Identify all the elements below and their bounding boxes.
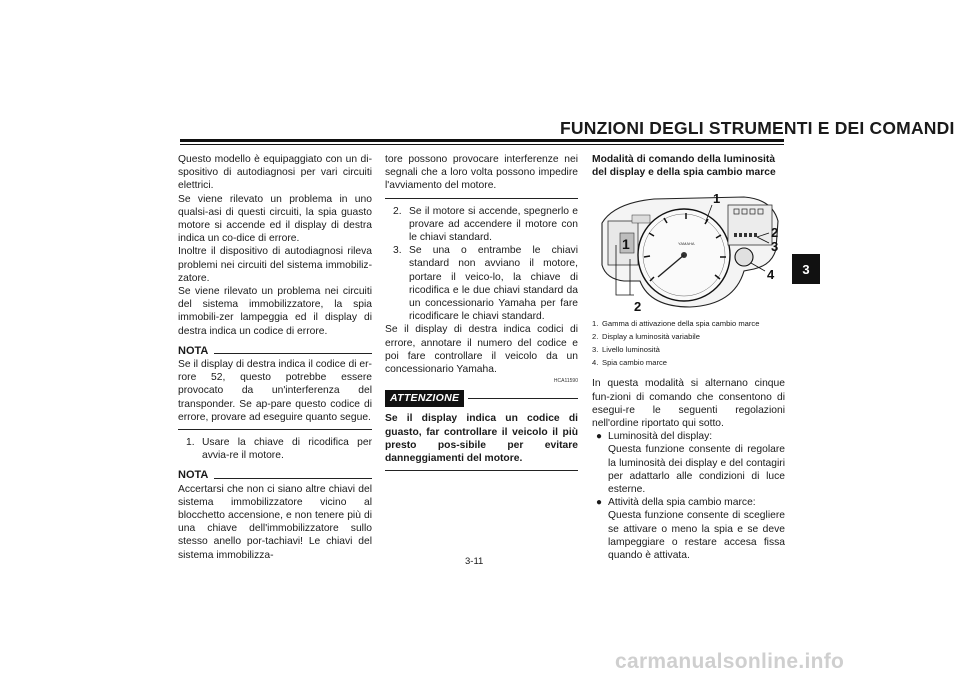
legend-item [592, 332, 785, 342]
paragraph: Se viene rilevato un problema in uno qualsi-asi di questi circuiti, la spia guasto motore si accende ed il display di destra indica un co-dice di errore. [178, 193, 372, 245]
caution-text: Se il display indica un codice di guasto, far controllare il veicolo il più presto pos-sibile per evitare danneggiamenti del motore. [385, 413, 578, 465]
bullet-item [596, 496, 785, 562]
paragraph: Se il display di destra indica codici di errore, annotare il numero del codice e poi fare controllare il veicolo da un concessionario Yamaha. [385, 324, 578, 376]
divider [385, 470, 578, 471]
page-title: FUNZIONI DEGLI STRUMENTI E DEI COMANDI [560, 118, 955, 138]
header-rule-thin [180, 144, 784, 145]
paragraph: In questa modalità si alternano cinque fun-zioni di comando che consentono di esegui-re le seguenti regolazioni nell'ordine riportato qui sotto. [592, 378, 785, 430]
legend-number: 2. [592, 332, 599, 342]
legend-item [592, 345, 785, 355]
bullet-dot: ● [596, 497, 603, 509]
nota-heading [178, 345, 372, 358]
legend-item [592, 358, 785, 368]
chapter-tab: 3 [792, 254, 820, 284]
nota-text: Se il display di destra indica il codice di er-rore 52, questo potrebbe essere provocato da un'interferenza del transponder. Se ap-pare questo codice di errore, provare ad eseguire quanto segue. [178, 359, 372, 423]
left-column [178, 153, 372, 562]
caution-label: ATTENZIONE [385, 390, 464, 407]
legend-text: Livello luminosità [602, 345, 660, 355]
caution-rule [468, 398, 578, 399]
svg-text:1: 1 [622, 236, 630, 253]
callout-2: 2 [771, 225, 779, 241]
paragraph: Questo modello è equipaggiato con un di-spositivo di autodiagnosi per vari circuiti elettrici. [178, 154, 372, 192]
legend-text: Spia cambio marce [602, 358, 667, 368]
bullet-text: Questa funzione consente di scegliere se attivare o meno la spia e se deve lampeggiare o restare accesa fissa quando è attivata. [608, 510, 785, 562]
caution-heading [385, 390, 578, 407]
nota-label: NOTA [178, 469, 209, 482]
step-text: Se il motore si accende, spegnerlo e provare ad accendere il motore con le chiavi standard. [409, 205, 578, 244]
nota-rule [214, 353, 372, 354]
nota-heading [178, 469, 372, 482]
step-number: 3. [393, 245, 402, 257]
callout-4: 4 [767, 267, 775, 283]
bullet-dot: ● [596, 431, 603, 443]
svg-text:YAMAHA: YAMAHA [678, 241, 695, 247]
paragraph: Inoltre il dispositivo di autodiagnosi rileva problemi nei circuiti del sistema immobiliz-zatore. [178, 246, 372, 284]
bullet-item [596, 430, 785, 496]
instrument-cluster-figure [594, 185, 790, 317]
step-number: 2. [393, 205, 402, 217]
caution-code: HCA11590 [553, 378, 578, 385]
divider [385, 198, 578, 199]
callout-2-bottom: 2 [634, 299, 642, 315]
paragraph: tore possono provocare interferenze nei segnali che a loro volta possono impedire l'avviamento del motore. [385, 154, 578, 192]
legend-number: 1. [592, 319, 599, 329]
nota-text: Accertarsi che non ci siano altre chiavi del sistema immobilizzatore vicino al blocchetto accensione, e non tenere più di una chiave dell'immobilizzatore sullo stesso anello por-tachiavi! Le chiavi del sistema immobilizza- [178, 483, 372, 561]
bullet-title: Luminosità del display: [608, 431, 713, 443]
header-rule [180, 139, 784, 142]
section-title: Modalità di comando della luminosità del display e della spia cambio marce [592, 154, 776, 179]
step-text: Usare la chiave di ricodifica per avvia-re il motore. [202, 437, 372, 462]
legend-item [592, 319, 785, 329]
paragraph: Se viene rilevato un problema nei circuiti del sistema immobilizzatore, la spia immobili-zer lampeggia ed il display di destra indica un codice di errore. [178, 286, 372, 337]
legend-text: Display a luminosità variabile [602, 332, 700, 342]
callout-3: 3 [771, 239, 779, 255]
step-text: Se una o entrambe le chiavi standard non avviano il motore, portare il veico-lo, la chiave di ricodifica e le due chiavi standard da un concessionario Yamaha per fare ricodificare le chiavi standard. [409, 245, 578, 323]
legend-number: 3. [592, 345, 599, 355]
page-number: 3-11 [465, 556, 484, 567]
instrument-cluster-illustration [594, 185, 790, 317]
bullet-text: Questa funzione consente di regolare la luminosità dei display e del contagiri per adattarlo alle condizioni di luce esterne. [608, 444, 785, 496]
step-item [393, 205, 578, 245]
nota-label: NOTA [178, 344, 209, 357]
nota-rule [214, 478, 372, 479]
right-column [592, 153, 785, 562]
step-item [186, 436, 372, 462]
callout-1: 1 [713, 191, 721, 207]
bullet-title: Attività della spia cambio marce: [608, 497, 756, 509]
divider [178, 429, 372, 430]
watermark: carmanualsonline.info [615, 650, 845, 673]
step-item [393, 244, 578, 323]
figure-legend [592, 319, 785, 368]
middle-column [385, 153, 578, 477]
step-number: 1. [186, 437, 195, 449]
legend-number: 4. [592, 358, 599, 368]
legend-text: Gamma di attivazione della spia cambio marce [602, 319, 760, 329]
